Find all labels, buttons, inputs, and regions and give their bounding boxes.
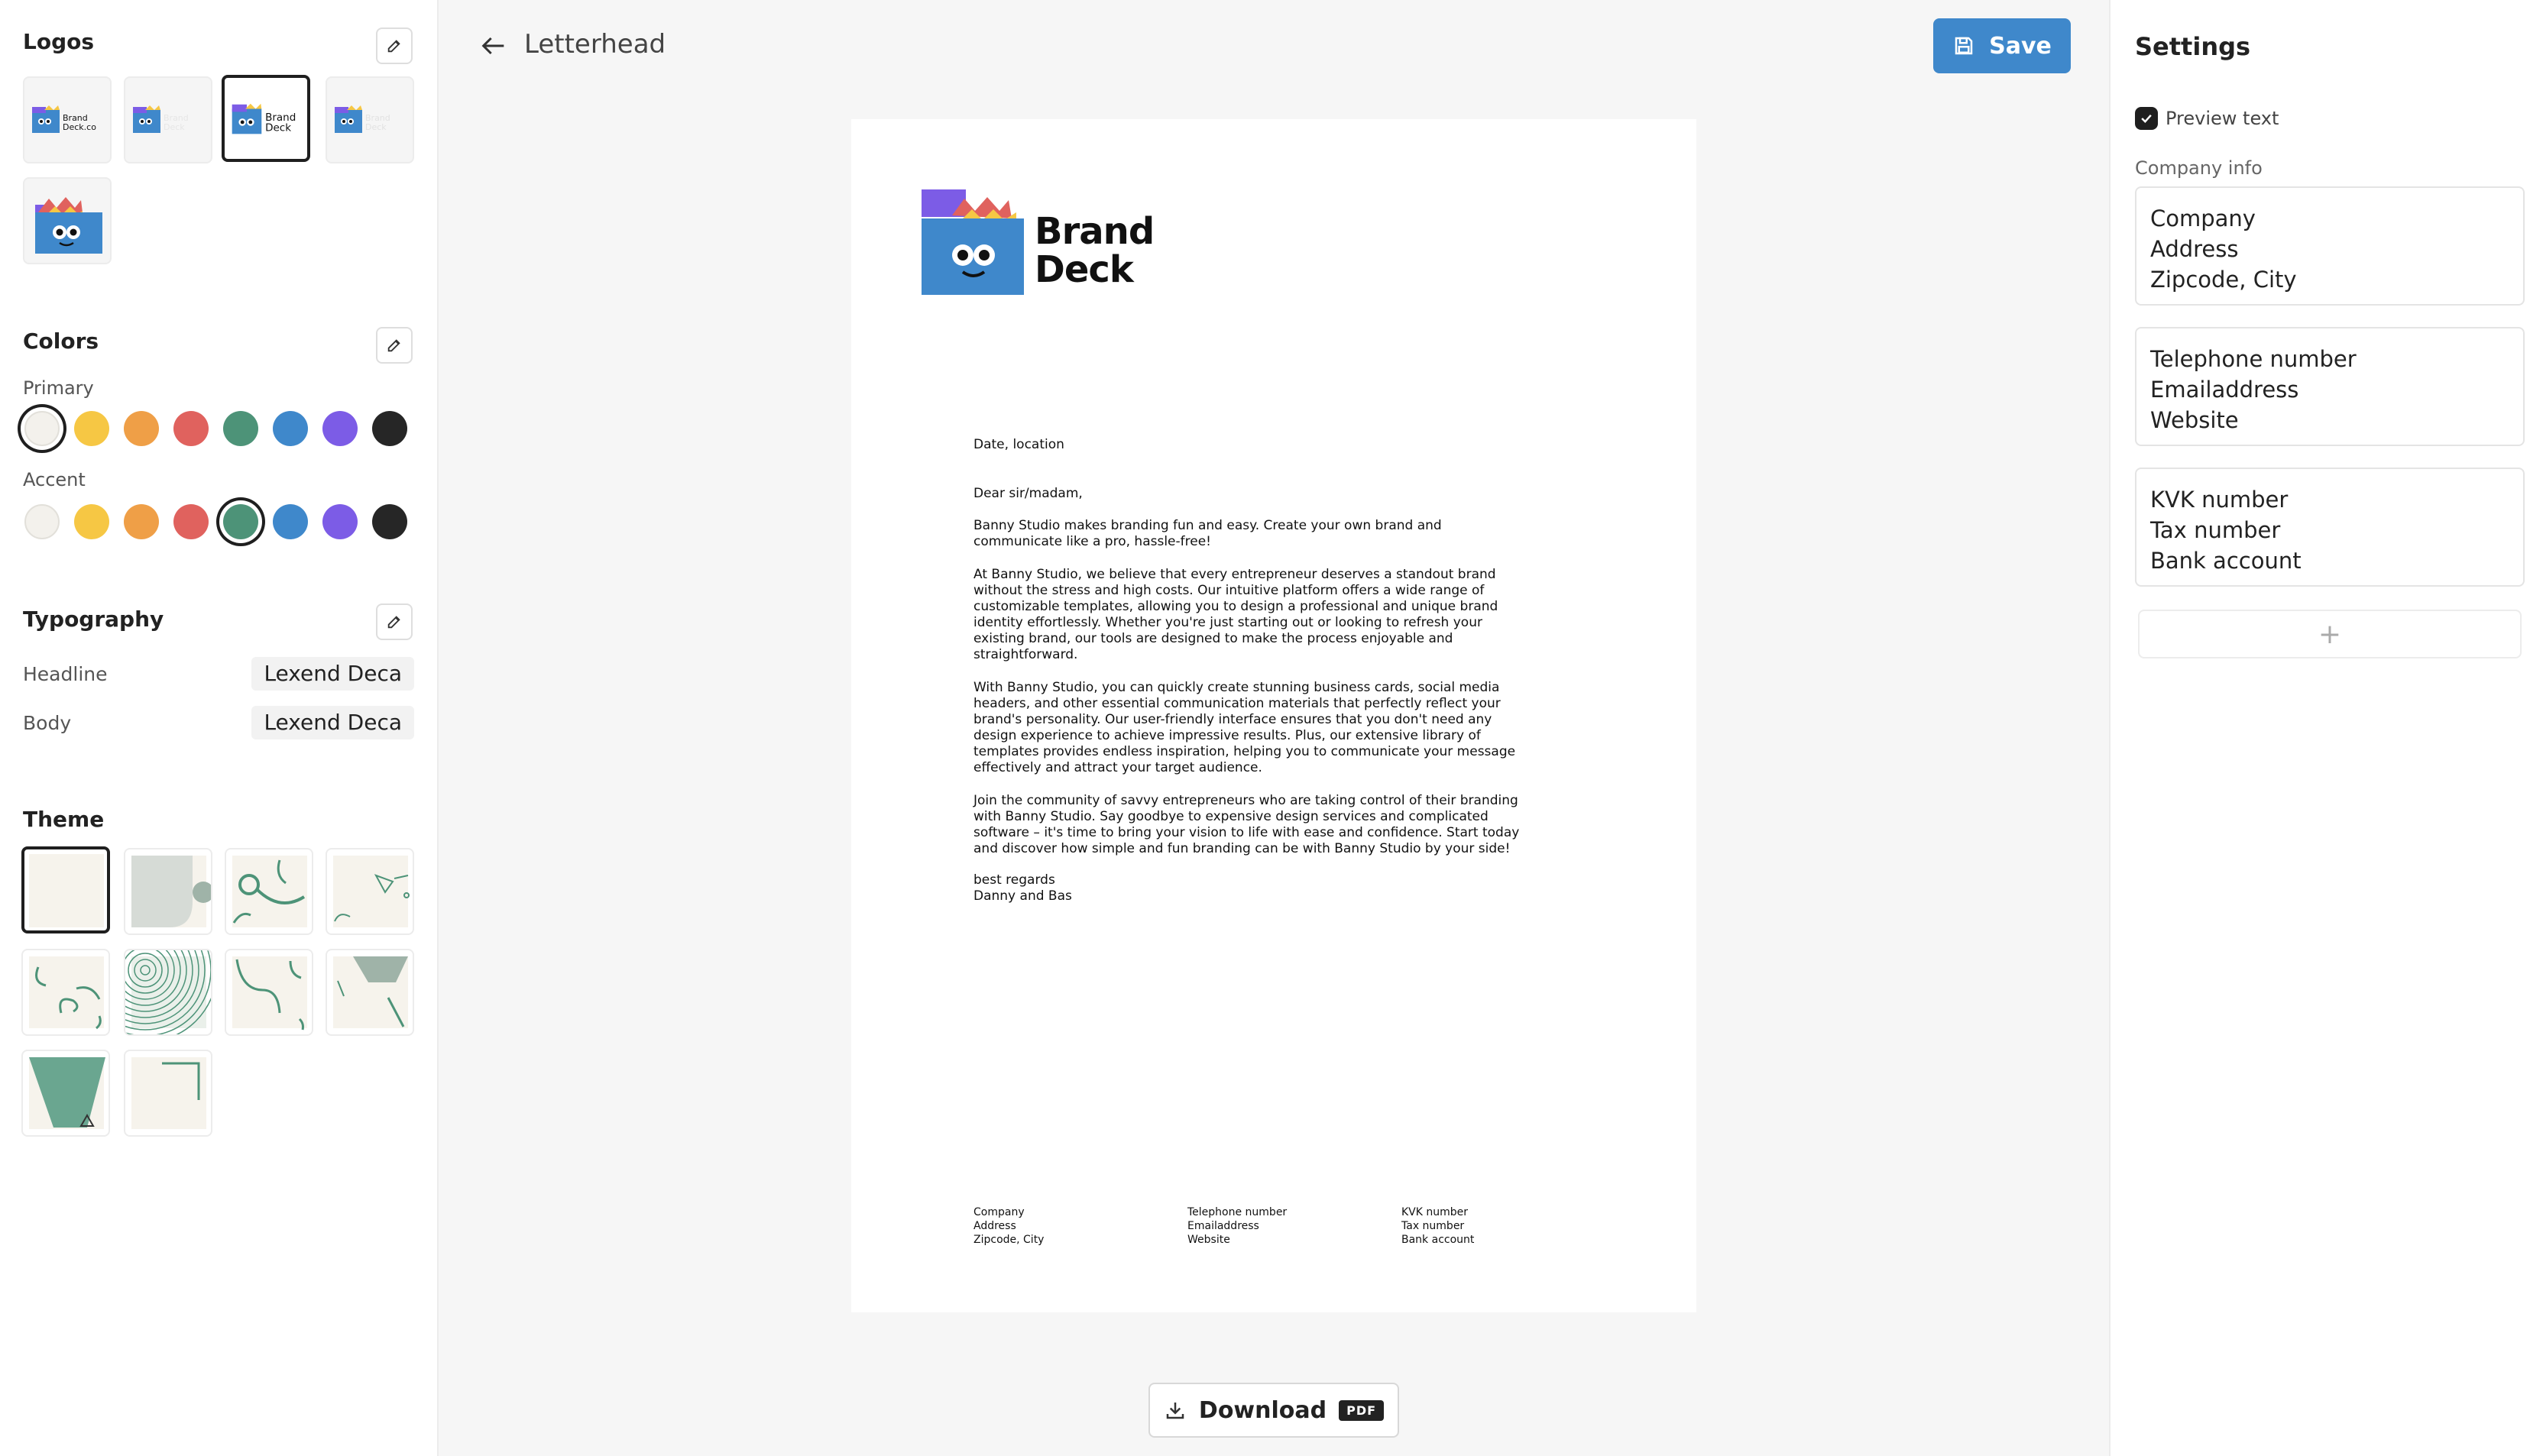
letter-brand-name: Brand Deck [1035, 210, 1155, 291]
letter-date: Date, location [973, 437, 1064, 452]
svg-text:Deck: Deck [365, 122, 387, 132]
svg-text:Brand: Brand [63, 113, 88, 123]
registration-info-field[interactable]: KVK number Tax number Bank account [2135, 468, 2525, 587]
letter-footer-company: Company Address Zipcode, City [973, 1206, 1045, 1246]
company-address-field[interactable]: Company Address Zipcode, City [2135, 186, 2525, 306]
accent-color-swatch-8[interactable] [372, 504, 407, 539]
letter-paragraph-3: With Banny Studio, you can quickly create stunning business cards, social media headers, and other essential communication materials that perfectly reflect your brand's personality. Our user-friendly interface ensures that you don't need any design experience to achieve impressive results. Plus, our extensive library of templates provides endless inspiration, helping you to communicate your message effectively and attract your target audience. [973, 680, 1516, 775]
logo-option-2[interactable] [124, 76, 212, 163]
letter-paragraph-2: At Banny Studio, we believe that every entrepreneur deserves a standout brand without the stress and high costs. Our intuitive platform offers a wide range of customizable templates, allowing you to design a professional and unique brand identity effortlessly. Whether you're just starting out or looking to refresh your existing brand, our tools are designed to make the process enjoyable and straightforward. [973, 567, 1498, 662]
svg-text:Deck: Deck [265, 121, 292, 134]
letter-paragraph-4: Join the community of savvy entrepreneurs who are taking control of their branding with Banny Studio. Say goodbye to expensive design services and complicated software – it's time to bring your vision to life with ease and confidence. Start today and discover how simple and fun branding can be with Banny Studio by your side! [973, 793, 1520, 856]
left-sidebar [0, 0, 439, 1456]
theme-option-polygon[interactable] [326, 949, 414, 1036]
primary-color-swatch-4[interactable] [173, 411, 209, 446]
download-pdf-button[interactable] [1148, 1383, 1399, 1438]
download-icon [1164, 1399, 1187, 1422]
primary-color-swatch-2[interactable] [74, 411, 109, 446]
company-info-label: Company info [2135, 157, 2263, 179]
primary-color-swatch-7[interactable] [322, 411, 358, 446]
settings-title: Settings [2135, 32, 2251, 61]
preview-text-label: Preview text [2166, 108, 2279, 129]
accent-color-swatch-1[interactable] [24, 504, 60, 539]
typography-edit-button[interactable] [376, 603, 413, 640]
accent-color-swatch-3[interactable] [124, 504, 159, 539]
theme-title: Theme [23, 807, 105, 832]
theme-option-block[interactable] [21, 1050, 110, 1137]
floppy-disk-icon [1952, 34, 1975, 57]
pencil-icon [386, 613, 403, 630]
letter-footer-contact: Telephone number Emailaddress Website [1187, 1206, 1288, 1246]
theme-option-curves[interactable] [21, 949, 110, 1036]
theme-option-plain[interactable] [21, 846, 110, 933]
page-title: Letterhead [524, 29, 666, 60]
letter-paragraph-1: Banny Studio makes branding fun and easy. Create your own brand and communicate like a pro, hassle-free! [973, 518, 1442, 549]
logos-title: Logos [23, 29, 95, 54]
main-canvas [440, 0, 2107, 1456]
brand-deck-logo-icon [922, 189, 1029, 299]
primary-color-swatch-6[interactable] [273, 411, 308, 446]
primary-color-swatch-8[interactable] [372, 411, 407, 446]
logo-option-5[interactable] [23, 177, 112, 264]
add-field-button[interactable] [2138, 610, 2522, 658]
svg-text:Deck.co: Deck.co [63, 122, 96, 132]
theme-option-rings[interactable] [124, 949, 212, 1036]
svg-text:Brand: Brand [265, 111, 296, 124]
contact-info-field[interactable]: Telephone number Emailaddress Website [2135, 327, 2525, 446]
accent-color-swatch-5[interactable] [223, 504, 258, 539]
plus-icon: + [2318, 618, 2342, 650]
headline-label: Headline [23, 663, 108, 685]
letter-footer-registration: KVK number Tax number Bank account [1401, 1206, 1475, 1246]
settings-panel [2109, 0, 2543, 1456]
accent-color-swatch-6[interactable] [273, 504, 308, 539]
colors-title: Colors [23, 328, 99, 354]
pdf-badge: PDF [1339, 1400, 1384, 1421]
primary-color-swatch-5[interactable] [223, 411, 258, 446]
primary-label: Primary [23, 377, 94, 399]
back-button[interactable] [478, 31, 509, 64]
headline-font-select[interactable]: Lexend Deca [251, 657, 414, 691]
save-button[interactable] [1933, 18, 2071, 73]
colors-edit-button[interactable] [376, 327, 413, 364]
svg-text:Brand: Brand [365, 113, 390, 123]
body-label: Body [23, 712, 72, 734]
svg-text:Brand: Brand [164, 113, 189, 123]
typography-title: Typography [23, 607, 164, 632]
accent-color-swatch-2[interactable] [74, 504, 109, 539]
svg-text:Deck: Deck [164, 122, 185, 132]
arrow-left-icon [478, 31, 509, 61]
logo-option-1[interactable] [23, 76, 112, 163]
accent-color-swatch-7[interactable] [322, 504, 358, 539]
theme-option-shape[interactable] [124, 848, 212, 935]
letter-closing: best regards Danny and Bas [973, 872, 1072, 904]
accent-label: Accent [23, 469, 86, 490]
primary-color-swatch-1[interactable] [24, 411, 60, 446]
logo-option-4[interactable] [326, 76, 414, 163]
save-label: Save [1989, 32, 2052, 60]
letter-salutation: Dear sir/madam, [973, 486, 1083, 501]
logo-option-3[interactable] [222, 75, 310, 162]
pencil-icon [386, 37, 403, 54]
accent-color-swatch-4[interactable] [173, 504, 209, 539]
theme-option-waves[interactable] [225, 949, 313, 1036]
download-label: Download [1198, 1396, 1327, 1424]
theme-option-corner[interactable] [124, 1050, 212, 1137]
body-font-select[interactable]: Lexend Deca [251, 706, 414, 739]
checkbox-checked-icon[interactable] [2135, 107, 2158, 130]
letterhead-preview [851, 119, 1696, 1312]
logos-edit-button[interactable] [376, 28, 413, 64]
pencil-icon [386, 337, 403, 354]
preview-text-toggle[interactable] [2135, 107, 2279, 130]
primary-color-swatch-3[interactable] [124, 411, 159, 446]
theme-option-swirl[interactable] [225, 848, 313, 935]
theme-option-lines[interactable] [326, 848, 414, 935]
